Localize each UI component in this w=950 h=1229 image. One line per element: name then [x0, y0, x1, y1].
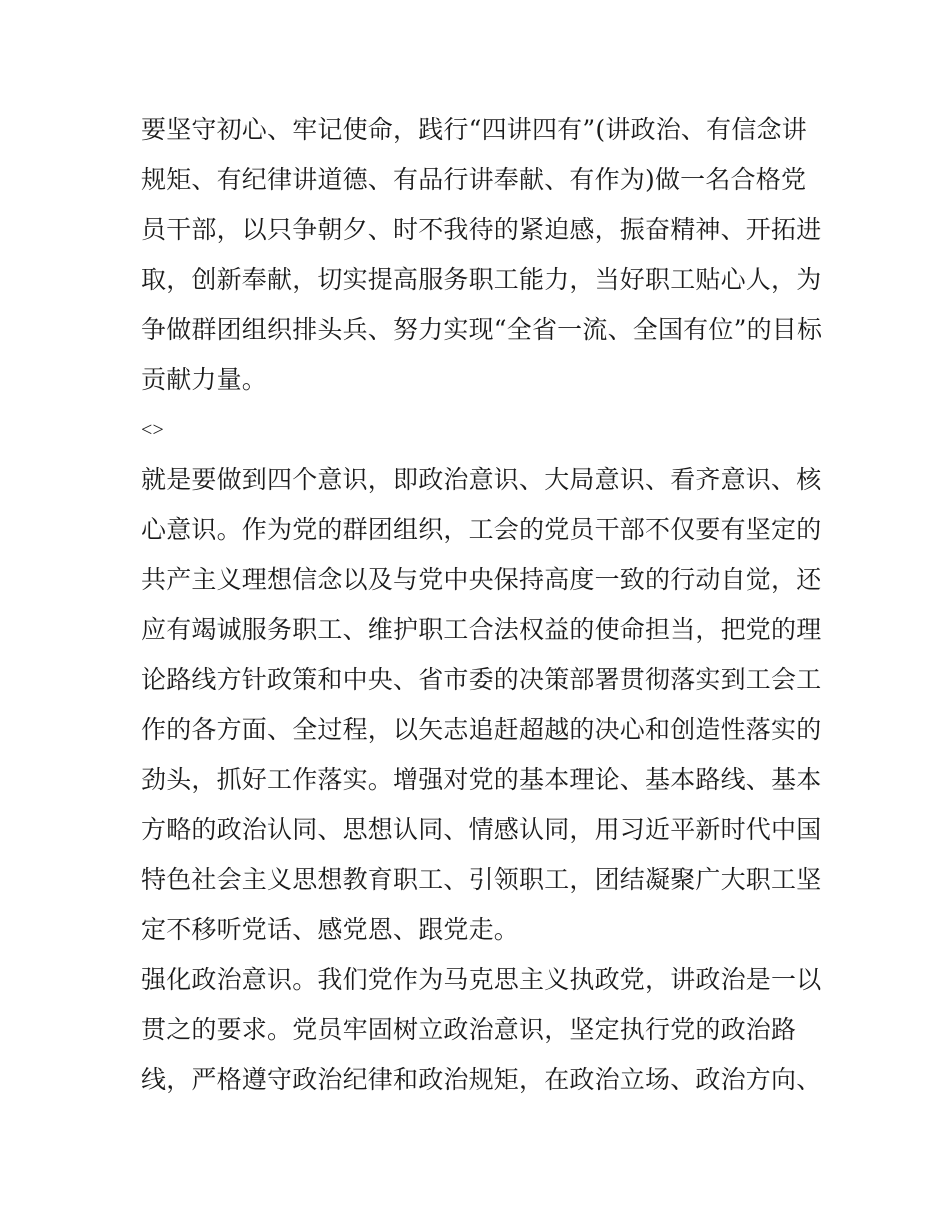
text-line: 共产主义理想信念以及与党中央保持高度一致的行动自觉，还: [141, 565, 822, 594]
text-line: 作的各方面、全过程，以矢志追赶超越的决心和创造性落实的: [141, 715, 822, 744]
text-line: 员干部，以只争朝夕、时不我待的紧迫感，振奋精神、开拓进: [141, 215, 822, 244]
text-line: 方略的政治认同、思想认同、情感认同，用习近平新时代中国: [141, 815, 822, 844]
text-line: 线，严格遵守政治纪律和政治规矩，在政治立场、政治方向、: [141, 1065, 822, 1094]
section-marker: <>: [141, 419, 164, 441]
text-line: 就是要做到四个意识，即政治意识、大局意识、看齐意识、核: [141, 465, 822, 494]
text-line: 应有竭诚服务职工、维护职工合法权益的使命担当，把党的理: [141, 615, 822, 644]
text-line: 取，创新奉献，切实提高服务职工能力，当好职工贴心人，为: [141, 265, 822, 294]
text-line: 贯之的要求。党员牢固树立政治意识，坚定执行党的政治路: [141, 1015, 797, 1044]
text-line: 强化政治意识。我们党作为马克思主义执政党，讲政治是一以: [141, 965, 822, 994]
document-body: [141, 105, 823, 1105]
text-line: 贡献力量。: [141, 365, 268, 394]
text-line: 争做群团组织排头兵、努力实现“全省一流、全国有位”的目标: [141, 315, 823, 344]
text-line: 劲头，抓好工作落实。增强对党的基本理论、基本路线、基本: [141, 765, 822, 794]
paragraph-1: [141, 105, 823, 405]
text-line: 心意识。作为党的群团组织，工会的党员干部不仅要有坚定的: [141, 515, 822, 544]
paragraph-3: [141, 955, 822, 1105]
text-line: 定不移听党话、感党恩、跟党走。: [141, 915, 520, 944]
text-line: 特色社会主义思想教育职工、引领职工，团结凝聚广大职工坚: [141, 865, 822, 894]
text-line: 规矩、有纪律讲道德、有品行讲奉献、有作为)做一名合格党: [141, 165, 807, 194]
text-line: 论路线方针政策和中央、省市委的决策部署贯彻落实到工会工: [141, 665, 822, 694]
text-line: 要坚守初心、牢记使命，践行“四讲四有”(讲政治、有信念讲: [141, 115, 807, 144]
paragraph-2: [141, 455, 822, 955]
